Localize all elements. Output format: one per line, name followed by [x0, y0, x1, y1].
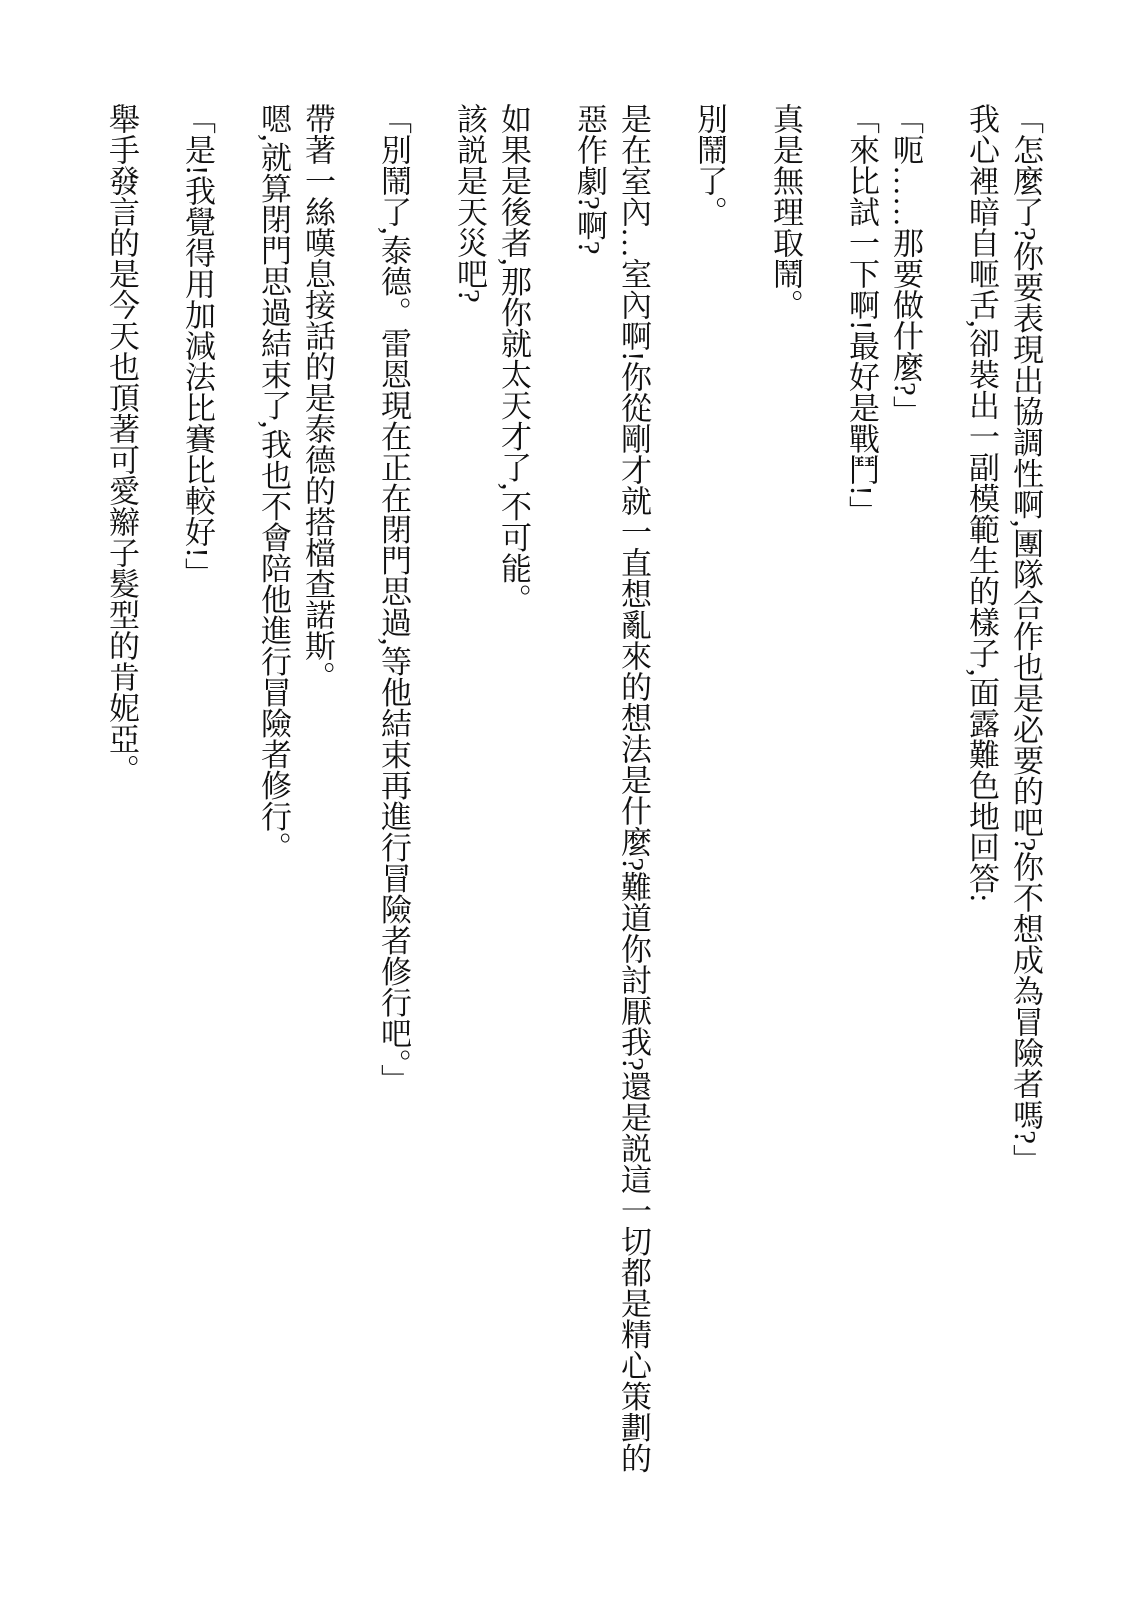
paragraph: 如果是後者,那你就太天才了,不可能。 — [496, 103, 531, 615]
vertical-text-block — [99, 103, 1047, 1475]
paragraph: 真是無理取鬧。 — [768, 103, 803, 320]
paragraph: 「呃……那要做什麼?」 — [888, 103, 923, 427]
paragraph: 「怎麼了?你要表現出協調性啊,團隊合作也是必要的吧?你不想成為冒險者嗎?」 — [1008, 103, 1043, 1176]
paragraph: 「來比試一下啊!最好是戰鬥!」 — [844, 103, 879, 527]
paragraph: 「是!我覺得用加減法比賽比較好!」 — [180, 103, 215, 589]
paragraph: 我心裡暗自咂舌,卻裝出一副模範生的樣子,面露難色地回答: — [964, 103, 999, 903]
paragraph: 帶著一絲嘆息接話的是泰德的搭檔查諾斯。 — [300, 103, 335, 692]
paragraph: 舉手發言的是今天也頂著可愛辮子髮型的肯妮亞。 — [104, 103, 139, 785]
paragraph: 嗯,就算閉門思過結束了,我也不會陪他進行冒險者修行。 — [256, 103, 291, 863]
paragraph: 別鬧了。 — [692, 103, 727, 227]
paragraph: 是在室內…室內啊!你從剛才就一直想亂來的想法是什麼?難道你討厭我?還是説這一切都是精心策劃的惡作劇?啊? — [572, 103, 651, 1474]
paragraph: 該説是天災吧? — [452, 103, 487, 303]
paragraph: 「別鬧了,泰德。雷恩現在正在閉門思過,等他結束再進行冒險者修行吧。」 — [376, 103, 411, 1095]
